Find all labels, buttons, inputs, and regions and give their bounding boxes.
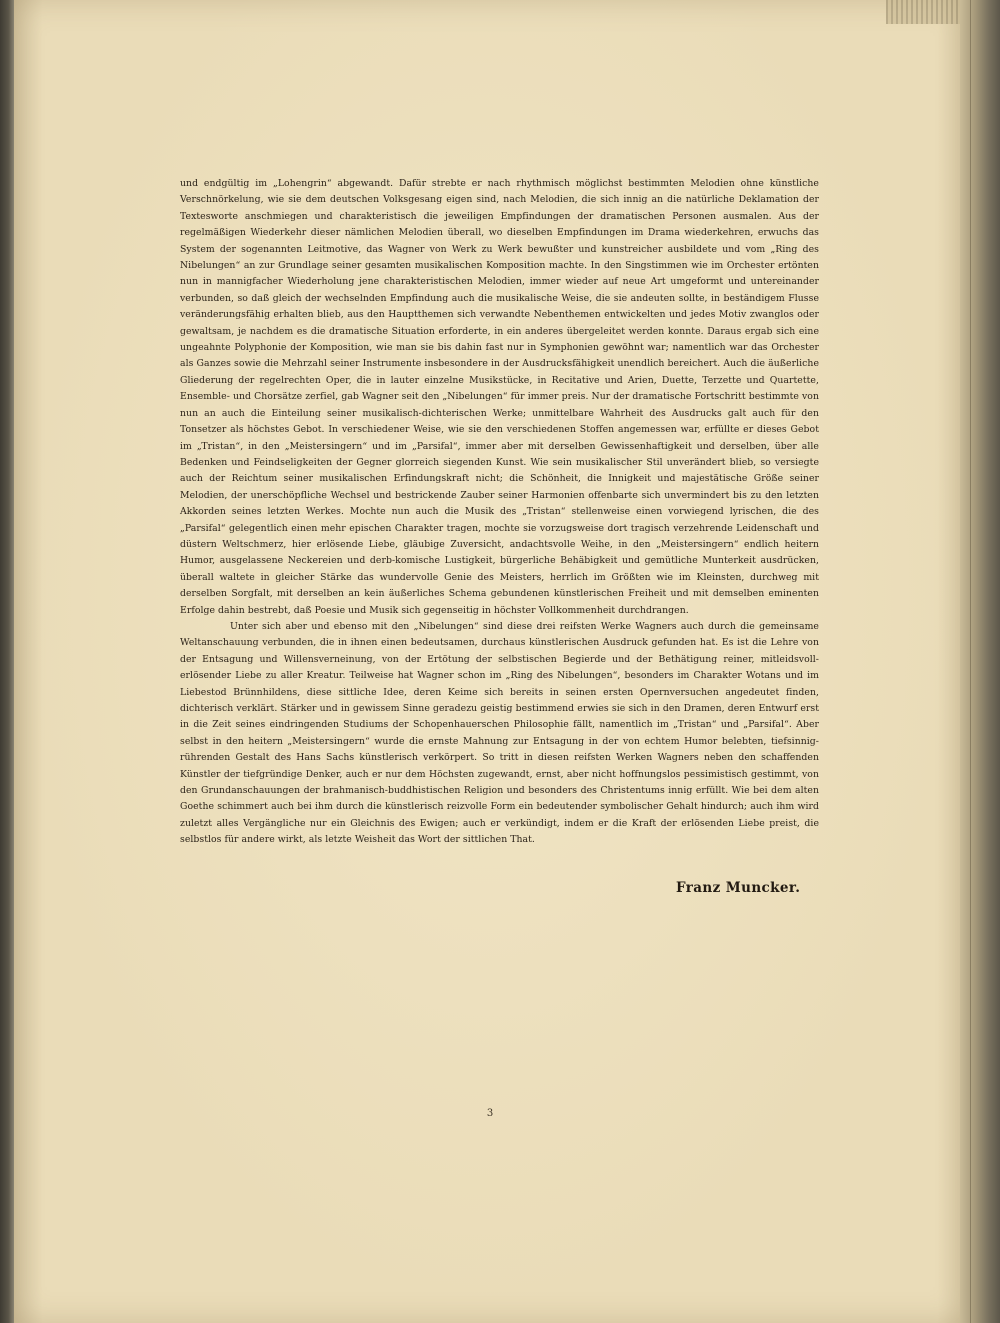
paragraph-1: und endgültig im „Lohengrin“ abgewandt. Dafür strebte er nach rhythmisch möglichst bestimmten Melodien ohne künstliche Verschnörkelung, wie sie dem deutschen Volksgesang eigen sind, nach Melodien, die sich innig an die natürliche Deklamation der Textesworte anschmiegen und charakteristisch die jeweiligen Empfindungen der dramatischen Personen ausmalen. Aus der regelmäßigen Wiederkehr dieser nämlichen Melodien überall, wo dieselben Empfindungen im Drama wiederkehren, erwuchs das System der sogenannten Leitmotive, das Wagner von Werk zu Werk bewußter und kunstreicher ausbildete und vom „Ring des Nibelungen“ an zur Grundlage seiner gesamten musikalischen Komposition machte. In den Singstimmen wie im Orchester ertönten nun in mannigfacher Wiederholung jene charakteristischen Melodien, immer wieder auf neue Art umgeformt und untereinander verbunden, so daß gleich der wechselnden Empfindung auch die musikalische Weise, die sie andeuten sollte, in beständigem Flusse veränderungsfähig erhalten blieb, aus den Hauptthemen sich verwandte Nebenthemen entwickelten und jedes Motiv zwanglos oder gewaltsam, je nachdem es die dramatische Situation erforderte, in ein anderes übergeleitet werden konnte. Daraus ergab sich eine ungeahnte Polyphonie der Komposition, wie man sie bis dahin fast nur in Symphonien gewöhnt war; namentlich war das Orchester als Ganzes sowie die Mehrzahl seiner Instrumente insbesondere in der Ausdrucksfähigkeit unendlich bereichert. Auch die äußerliche Gliederung der regelrechten Oper, die in lauter einzelne Musikstücke, in Recitative und Arien, Duette, Terzette und Quartette, Ensemble- und Chorsätze zerfiel, gab Wagner seit den „Nibelungen“ für immer preis. Nur der dramatische Fortschritt bestimmte von nun an auch die Einteilung seiner musikalisch-dichterischen Werke; unmittelbare Wahrheit des Ausdrucks galt auch für den Tonsetzer als höchstes Gebot. In verschiedener Weise, wie sie den verschiedenen Stoffen angemessen war, erfüllte er dieses Gebot im „Tristan“, in den „Meistersingern“ und im „Parsifal“, immer aber mit derselben Gewissenhaftigkeit und derselben, über alle Bedenken und Feindseligkeiten der Gegner glorreich siegenden Kunst. Wie sein musikalischer Stil unverändert blieb, so versiegte auch der Reichtum seiner musikalischen Erfindungskraft nicht; die Schönheit, die Innigkeit und majestätische Größe seiner Melodien, der unerschöpfliche Wechsel und bestrickende Zauber seiner Harmonien offenbarte sich unvermindert bis zu den letzten Akkorden seines letzten Werkes. Mochte nun auch die Musik des „Tristan“ stellenweise einen vorwiegend lyrischen, die des „Parsifal“ gelegentlich einen mehr epischen Charakter tragen, mochte sie vorzugsweise dort tragisch verzehrende Leidenschaft und düstern Weltschmerz, hier erlösende Liebe, gläubige Zuversicht, andachtsvolle Weihe, in den „Meistersingern“ endlich heitern Humor, ausgelassene Neckereien und derb-komische Lustigkeit, bürgerliche Behäbigkeit und gemütliche Munterkeit ausdrücken, überall waltete in gleicher Stärke das wundervolle Genie des Meisters, herrlich im Größten wie im Kleinsten, durchweg mit derselben Sorgfalt, mit derselben an kein äußerliches Schema gebundenen künstlerischen Freiheit und mit demselben eminenten Erfolge dahin bestrebt, daß Poesie und Musik sich gegenseitig in höchster Vollkommenheit durchdrangen.: [180, 178, 819, 616]
author-signature: Franz Muncker.: [676, 880, 801, 896]
adjacent-page-ornament: [886, 0, 966, 24]
scan-left-edge: [0, 0, 14, 1323]
page-number: 3: [486, 1108, 494, 1119]
paragraph-2: Unter sich aber und ebenso mit den „Nibelungen“ sind diese drei reifsten Werke Wagners auch durch die gemeinsame Weltanschauung verbunden, die in ihnen einen bedeutsamen, durchaus künstlerischen Ausdruck gefunden hat. Es ist die Lehre von der Entsagung und Willensverneinung, von der Ertötung der selbstischen Begierde und der Bethätigung reiner, mitleidsvoll-erlösender Liebe zu aller Kreatur. Teilweise hat Wagner schon im „Ring des Nibelungen“, besonders im Charakter Wotans und im Liebestod Brünnhildens, diese sittliche Idee, deren Keime sich bereits in seinen ersten Opernversuchen angedeutet finden, dichterisch verklärt. Stärker und in gewissem Sinne geradezu geistig bestimmend erwies sie sich in den Dramen, deren Entwurf erst in die Zeit seines eindringenden Studiums der Schopenhauerschen Philosophie fällt, namentlich im „Tristan“ und „Parsifal“. Aber selbst in den heitern „Meistersingern“ wurde die ernste Mahnung zur Entsagung in der von echtem Humor belebten, tiefsinnig-rührenden Gestalt des Hans Sachs künstlerisch verkörpert. So tritt in diesen reifsten Werken Wagners neben den schaffenden Künstler der tiefgründige Denker, auch er nur dem Höchsten zugewandt, ernst, aber nicht hoffnungslos pessimistisch gestimmt, von den Grundanschauungen der brahmanisch-buddhistischen Religion und besonders des Christentums innig erfüllt. Wie bei dem alten Goethe schimmert auch bei ihm durch die künstlerisch reizvolle Form ein bedeutender symbolischer Gehalt hindurch; auch ihm wird zuletzt alles Vergängliche nur ein Gleichnis des Ewigen; auch er verkündigt, indem er die Kraft der erlösenden Liebe preist, die selbstlos für andere wirkt, als letzte Weisheit das Wort der sittlichen That.: [180, 620, 819, 846]
book-page: [14, 0, 966, 1323]
body-text: [180, 176, 819, 849]
scan-right-edge: [960, 0, 1000, 1323]
